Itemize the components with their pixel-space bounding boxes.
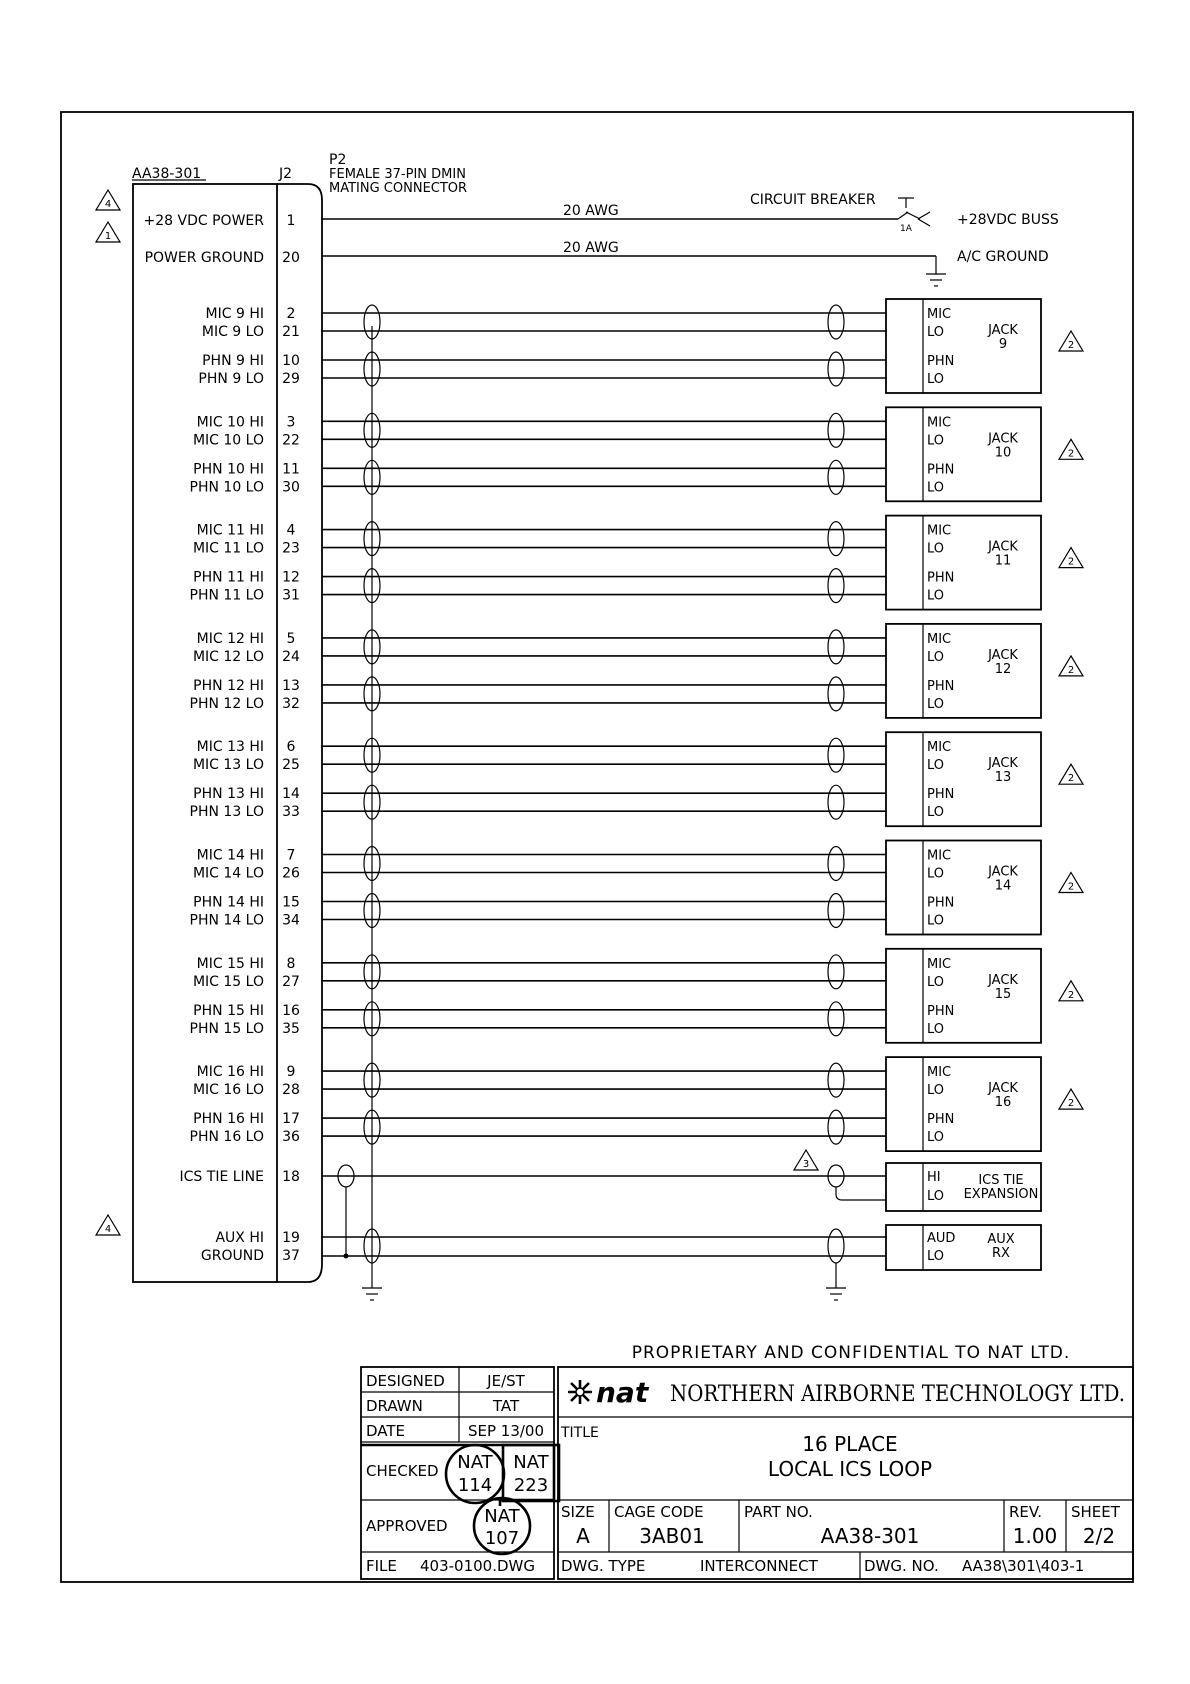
- jack-pin-label: LO: [927, 480, 945, 496]
- jack-pin-label: LO: [927, 974, 945, 990]
- circuit-breaker-label: CIRCUIT BREAKER: [750, 192, 876, 208]
- rev-label: REV.: [1009, 1503, 1042, 1521]
- pin-number: 29: [282, 371, 300, 387]
- pin-label: PHN 13 LO: [189, 804, 264, 821]
- jack-pin-label: MIC: [927, 307, 952, 322]
- jack-pin-label: MIC: [927, 523, 952, 539]
- title-block: [361, 1343, 1133, 1579]
- pin-label: MIC 16 HI: [196, 1064, 264, 1081]
- dwg-type-value: INTERCONNECT: [700, 1557, 818, 1575]
- pin-label: PHN 15 LO: [189, 1020, 264, 1037]
- jack-number: 14: [994, 878, 1012, 894]
- pin-number-power: 1: [286, 213, 296, 229]
- pin-label: PHN 9 HI: [202, 353, 264, 369]
- svg-text:1: 1: [104, 231, 112, 242]
- rev-value: 1.00: [1012, 1524, 1058, 1548]
- jack-number: 11: [994, 553, 1012, 569]
- shield-icon: [828, 569, 844, 603]
- jack-title: JACK: [988, 539, 1018, 555]
- shield-icon: [828, 894, 844, 928]
- jack-box: [886, 732, 1041, 826]
- shield-icon: [828, 677, 844, 711]
- pin-label: PHN 16 LO: [189, 1129, 264, 1146]
- pin-number: 13: [282, 677, 300, 694]
- pin-number: 24: [282, 648, 300, 665]
- svg-text:223: 223: [513, 1475, 549, 1496]
- drawn-label: DRAWN: [366, 1397, 423, 1415]
- svg-text:2: 2: [1067, 448, 1075, 460]
- jack-box: [886, 841, 1041, 935]
- pin-number: 2: [286, 306, 296, 322]
- svg-text:107: 107: [484, 1528, 520, 1549]
- title-label: TITLE: [561, 1425, 599, 1441]
- note-marker-2: [1059, 439, 1083, 459]
- pin-number: 10: [282, 353, 300, 369]
- j2-label: J2: [279, 166, 293, 182]
- pin-label: MIC 16 LO: [192, 1082, 264, 1099]
- jack-pin-label: LO: [927, 1130, 945, 1146]
- pin-label: PHN 11 HI: [193, 569, 264, 586]
- pin-label: MIC 9 LO: [201, 324, 264, 340]
- pin-label-aux-ground: GROUND: [200, 1248, 264, 1264]
- jack-pin-label: MIC: [927, 848, 952, 864]
- pin-label: MIC 11 HI: [196, 522, 264, 539]
- shield-icon: [828, 305, 844, 339]
- sheet-label: SHEET: [1071, 1503, 1120, 1521]
- jack-title: JACK: [988, 431, 1018, 447]
- nat-logo-icon: [568, 1380, 592, 1404]
- shield-icon: [828, 630, 844, 664]
- svg-text:114: 114: [457, 1475, 493, 1496]
- proprietary-notice: PROPRIETARY AND CONFIDENTIAL TO NAT LTD.: [631, 1343, 1071, 1363]
- jack-box: [886, 1057, 1041, 1151]
- jack-number: 15: [994, 986, 1012, 1002]
- file-value: 403-0100.DWG: [420, 1557, 535, 1575]
- approved-label: APPROVED: [366, 1517, 448, 1535]
- pin-label: MIC 15 HI: [196, 955, 264, 972]
- pin-label: PHN 10 HI: [193, 461, 264, 478]
- pin-number: 14: [282, 786, 300, 803]
- pin-label: PHN 11 LO: [189, 587, 264, 604]
- svg-text:LO: LO: [927, 1249, 945, 1264]
- drawing-title-1: 16 PLACE: [802, 1432, 898, 1456]
- pin-number-power-ground: 20: [282, 250, 300, 266]
- shield-icon: [828, 738, 844, 772]
- pin-label: MIC 10 LO: [192, 432, 264, 449]
- jack-group-13: [190, 732, 1083, 826]
- shield-icon: [828, 785, 844, 819]
- pin-number: 21: [282, 324, 300, 340]
- wire-awg-ground: 20 AWG: [563, 240, 619, 256]
- jack-pin-label: PHN: [927, 678, 955, 694]
- p2-label: P2: [329, 152, 347, 168]
- note-marker-2: [1059, 764, 1083, 784]
- note-marker-2: [1059, 873, 1083, 893]
- svg-text:HI: HI: [927, 1170, 941, 1185]
- svg-text:LO: LO: [927, 1189, 945, 1204]
- pin-label: PHN 14 HI: [193, 894, 264, 911]
- jack-pin-label: LO: [927, 372, 945, 387]
- sheet-value: 2/2: [1082, 1524, 1116, 1548]
- jack-pin-label: PHN: [927, 787, 955, 803]
- note-marker-2: [1059, 1089, 1083, 1109]
- dwg-type-label: DWG. TYPE: [561, 1557, 646, 1575]
- pin-label: PHN 12 LO: [189, 695, 264, 712]
- pin-number: 4: [286, 522, 296, 539]
- pin-number: 25: [282, 757, 300, 774]
- note-marker-3: [794, 1150, 818, 1170]
- pin-label-power: +28 VDC POWER: [143, 213, 264, 229]
- jack-pin-label: LO: [927, 433, 945, 449]
- jack-box: [886, 949, 1041, 1043]
- svg-text:4: 4: [104, 199, 112, 210]
- shield-icon: [828, 413, 844, 447]
- note-marker-4-top: [96, 190, 120, 210]
- jack-pin-label: LO: [927, 1083, 945, 1099]
- jack-number: 12: [994, 661, 1012, 677]
- pin-label: MIC 9 HI: [205, 306, 264, 322]
- ac-ground-label: A/C GROUND: [957, 249, 1049, 265]
- note-marker-2: [1059, 981, 1083, 1001]
- pin-label: PHN 9 LO: [198, 371, 264, 387]
- jack-pin-label: LO: [927, 541, 945, 557]
- pin-number: 6: [286, 739, 296, 756]
- jack-pin-label: LO: [927, 758, 945, 774]
- vdc-buss-label: +28VDC BUSS: [957, 212, 1059, 228]
- pin-label: MIC 11 LO: [192, 540, 264, 557]
- shield-icon: [828, 1063, 844, 1097]
- jack-pin-label: LO: [927, 696, 945, 712]
- jack-pin-label: PHN: [927, 354, 955, 369]
- svg-text:4: 4: [104, 1224, 112, 1235]
- pin-number-ics-tie: 18: [282, 1169, 300, 1185]
- svg-text:NAT: NAT: [513, 1452, 549, 1473]
- cage-code-value: 3AB01: [639, 1524, 705, 1548]
- svg-text:2: 2: [1067, 989, 1075, 1001]
- jack-title: JACK: [988, 972, 1018, 988]
- pin-number: 26: [282, 865, 300, 882]
- designed-value: JE/ST: [487, 1372, 525, 1390]
- svg-text:2: 2: [1067, 773, 1075, 785]
- pin-number: 33: [282, 804, 300, 821]
- svg-text:RX: RX: [992, 1246, 1010, 1261]
- jack-pin-label: PHN: [927, 895, 955, 911]
- shield-icon: [828, 1110, 844, 1144]
- jack-group-14: [190, 841, 1083, 935]
- designed-label: DESIGNED: [366, 1372, 445, 1390]
- jack-pin-label: PHN: [927, 1112, 955, 1128]
- pin-number-aux-hi: 19: [282, 1230, 300, 1246]
- breaker-rating: 1A: [900, 224, 912, 234]
- jack-number: 16: [994, 1095, 1012, 1111]
- shield-icon: [828, 1002, 844, 1036]
- jack-pin-label: PHN: [927, 462, 955, 478]
- jack-title: JACK: [988, 864, 1018, 880]
- pin-number: 22: [282, 432, 300, 449]
- pin-label: MIC 10 HI: [196, 414, 264, 431]
- pin-number: 34: [282, 912, 300, 929]
- pin-number: 28: [282, 1082, 300, 1099]
- pin-number: 5: [286, 630, 296, 647]
- pin-number: 11: [282, 461, 300, 478]
- pin-label: MIC 14 HI: [196, 847, 264, 864]
- p2-description-2: MATING CONNECTOR: [329, 181, 468, 196]
- unit-part-label: AA38-301: [132, 166, 202, 182]
- nat-logo-text: nat: [596, 1376, 649, 1409]
- pin-number: 12: [282, 569, 300, 586]
- pin-label: MIC 13 HI: [196, 739, 264, 756]
- pin-label: MIC 15 LO: [192, 973, 264, 990]
- drawn-value: TAT: [492, 1397, 520, 1415]
- pin-number: 32: [282, 695, 300, 712]
- jack-pin-label: PHN: [927, 1003, 955, 1019]
- note-marker-2: [1059, 656, 1083, 676]
- pin-label: PHN 16 HI: [193, 1111, 264, 1128]
- jack-title: JACK: [988, 756, 1018, 772]
- pin-number: 7: [286, 847, 296, 864]
- pin-label: PHN 15 HI: [193, 1002, 264, 1019]
- svg-text:NAT: NAT: [457, 1452, 493, 1473]
- jack-pin-label: LO: [927, 325, 945, 340]
- pin-number: 3: [286, 414, 296, 431]
- jack-pin-label: LO: [927, 913, 945, 929]
- shield-icon: [828, 352, 844, 386]
- svg-text:NAT: NAT: [484, 1506, 520, 1527]
- jack-box: [886, 407, 1041, 501]
- pin-number: 23: [282, 540, 300, 557]
- pin-label: PHN 13 HI: [193, 786, 264, 803]
- jack-group-16: [190, 1057, 1083, 1151]
- jack-pin-label: PHN: [927, 570, 955, 586]
- pin-label-power-ground: POWER GROUND: [144, 250, 264, 266]
- svg-text:2: 2: [1067, 1098, 1075, 1110]
- part-no-value: AA38-301: [820, 1524, 920, 1548]
- pin-label: MIC 12 LO: [192, 648, 264, 665]
- wire-awg-power: 20 AWG: [563, 203, 619, 219]
- shield-icon: [828, 847, 844, 881]
- jack-pin-label: LO: [927, 866, 945, 882]
- svg-text:AUD: AUD: [927, 1231, 956, 1246]
- note-marker-4-bottom: [96, 1215, 120, 1235]
- svg-text:2: 2: [1067, 664, 1075, 676]
- pin-number: 8: [286, 955, 296, 972]
- dwg-no-label: DWG. NO.: [864, 1557, 939, 1575]
- note-marker-2: [1059, 331, 1083, 351]
- svg-text:AUX: AUX: [987, 1232, 1015, 1247]
- aux-rx-box: [886, 1225, 1041, 1270]
- jack-pin-label: MIC: [927, 1065, 952, 1081]
- svg-text:2: 2: [1067, 340, 1075, 351]
- jack-group-15: [190, 949, 1083, 1043]
- p2-description-1: FEMALE 37-PIN DMIN: [329, 167, 466, 182]
- svg-text:ICS TIE: ICS TIE: [978, 1173, 1024, 1188]
- cage-code-label: CAGE CODE: [614, 1503, 704, 1521]
- jack-box: [886, 624, 1041, 718]
- checked-label: CHECKED: [366, 1462, 439, 1480]
- svg-text:2: 2: [1067, 881, 1075, 893]
- jack-pin-label: MIC: [927, 956, 952, 972]
- pin-label-aux-hi: AUX HI: [215, 1230, 264, 1246]
- pin-label: PHN 10 LO: [189, 479, 264, 496]
- jack-pin-label: LO: [927, 649, 945, 665]
- jack-pin-label: MIC: [927, 631, 952, 647]
- pin-number: 16: [282, 1002, 300, 1019]
- jack-pin-label: LO: [927, 588, 945, 604]
- jack-title: JACK: [988, 323, 1018, 338]
- shield-icon: [828, 955, 844, 989]
- date-value: SEP 13/00: [467, 1422, 545, 1440]
- pin-label-ics-tie: ICS TIE LINE: [179, 1169, 264, 1185]
- jack-group-10: [190, 407, 1083, 501]
- pin-number: 36: [282, 1129, 300, 1146]
- jack-pin-label: LO: [927, 1021, 945, 1037]
- note-marker-1: [96, 222, 120, 242]
- pin-label: MIC 14 LO: [192, 865, 264, 882]
- shield-icon: [828, 522, 844, 556]
- jack-group-12: [190, 624, 1083, 718]
- pin-number: 30: [282, 479, 300, 496]
- pin-number: 9: [286, 1064, 296, 1081]
- pin-number: 35: [282, 1020, 300, 1037]
- jack-box: [886, 299, 1041, 393]
- aux-section: [201, 1225, 1041, 1300]
- pin-number: 31: [282, 587, 300, 604]
- power-section: [144, 192, 1059, 286]
- note-marker-2: [1059, 548, 1083, 568]
- left-shield-ground-icon: [362, 1288, 382, 1300]
- dwg-no-value: AA38\301\403-1: [962, 1557, 1085, 1575]
- pin-label: MIC 13 LO: [192, 757, 264, 774]
- jack-number: 9: [998, 337, 1008, 352]
- date-label: DATE: [366, 1422, 406, 1440]
- jack-pin-label: LO: [927, 805, 945, 821]
- pin-number: 17: [282, 1111, 300, 1128]
- jack-number: 10: [994, 445, 1012, 461]
- drawing-title-2: LOCAL ICS LOOP: [767, 1457, 933, 1481]
- jack-number: 13: [994, 770, 1012, 786]
- jack-box: [886, 516, 1041, 610]
- ground-icon: [926, 256, 946, 286]
- jack-title: JACK: [988, 647, 1018, 663]
- jack-title: JACK: [988, 1081, 1018, 1097]
- file-label: FILE: [366, 1557, 397, 1575]
- size-value: A: [576, 1524, 590, 1548]
- ics-tie-section: [180, 1150, 1041, 1256]
- jack-group-9: [198, 299, 1083, 393]
- size-label: SIZE: [561, 1503, 595, 1521]
- pin-label: MIC 12 HI: [196, 630, 264, 647]
- pin-number: 15: [282, 894, 300, 911]
- pin-number: 27: [282, 973, 300, 990]
- company-name: NORTHERN AIRBORNE TECHNOLOGY LTD.: [670, 1382, 1125, 1407]
- jack-pin-label: MIC: [927, 415, 952, 431]
- shield-icon: [828, 460, 844, 494]
- svg-text:3: 3: [802, 1159, 810, 1170]
- circuit-breaker-icon: [898, 198, 930, 226]
- pin-label: PHN 12 HI: [193, 677, 264, 694]
- pin-label: PHN 14 LO: [189, 912, 264, 929]
- pin-number-aux-ground: 37: [282, 1248, 300, 1264]
- svg-text:EXPANSION: EXPANSION: [963, 1187, 1039, 1202]
- jack-groups: [190, 299, 1083, 1151]
- jack-group-11: [190, 516, 1083, 610]
- jack-pin-label: MIC: [927, 740, 952, 756]
- part-no-label: PART NO.: [744, 1503, 813, 1521]
- svg-text:2: 2: [1067, 556, 1075, 568]
